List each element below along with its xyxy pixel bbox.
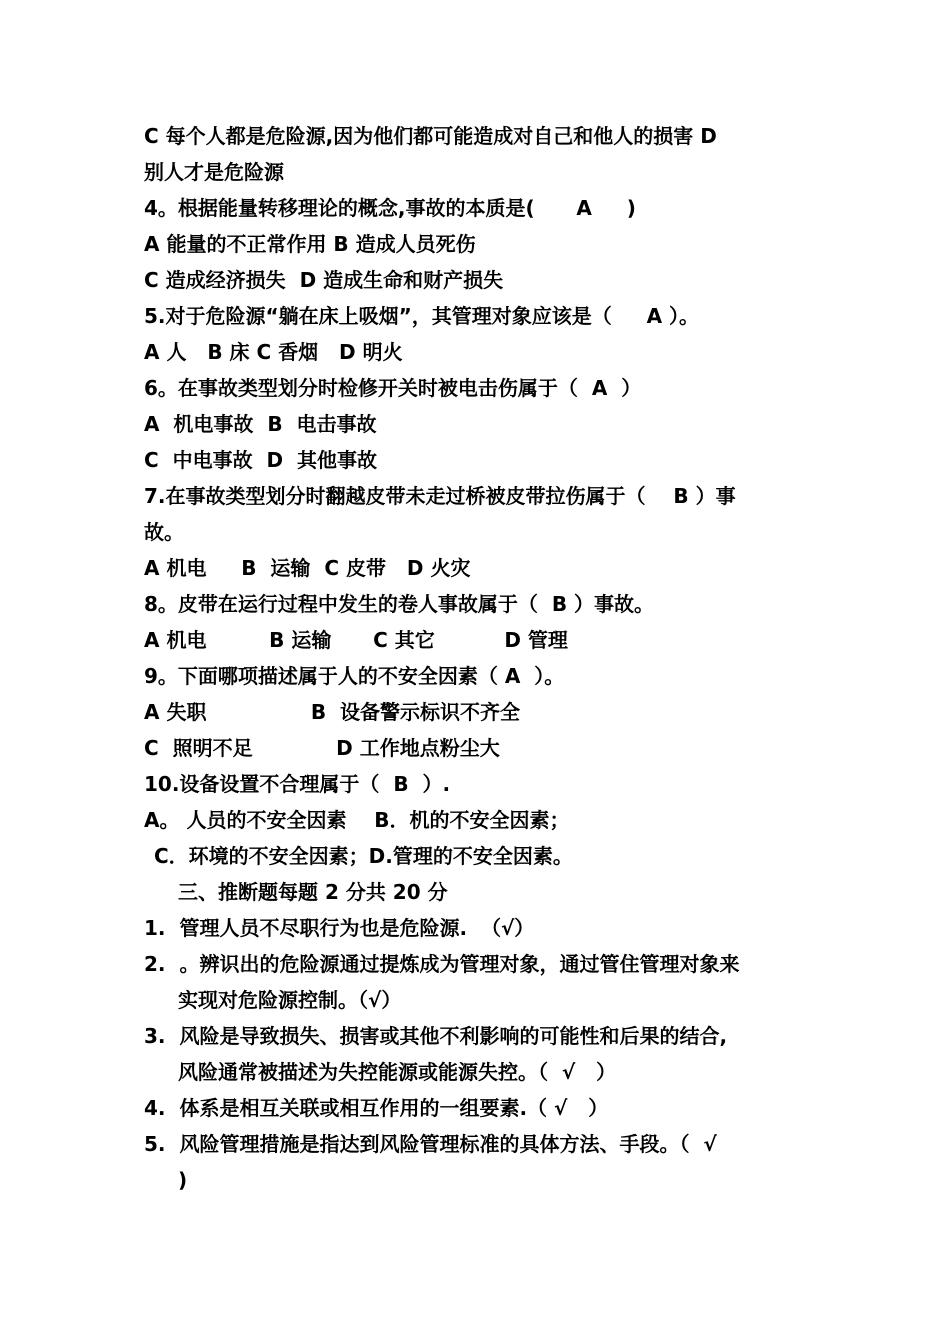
judgment-4: 4. 体系是相互关联或相互作用的一组要素.（ √ ） [144,1096,609,1120]
judgment-1: 1. 管理人员不尽职行为也是危险源. （√） [144,916,535,940]
question-5-options: A 人 B 床 C 香烟 D 明火 [144,340,403,364]
question-6-options: A 机电事故 B 电击事故 [144,412,377,436]
text-line: C 每个人都是危险源,因为他们都可能造成对自己和他人的损害 D [144,124,717,148]
question-4-options: C 造成经济损失 D 造成生命和财产损失 [144,268,504,292]
question-9-options: C 照明不足 D 工作地点粉尘大 [144,736,500,760]
question-4-options: A 能量的不正常作用 B 造成人员死伤 [144,232,476,256]
question-5: 5.对于危险源“躺在床上吸烟”，其管理对象应该是（ A ）。 [144,304,700,328]
question-7-options: A 机电 B 运输 C 皮带 D 火灾 [144,556,471,580]
question-10-options: C．环境的不安全因素；D.管理的不安全因素。 [154,844,573,868]
question-6-options: C 中电事故 D 其他事故 [144,448,378,472]
judgment-5: ) [178,1168,188,1192]
judgment-3: 3. 风险是导致损失、损害或其他不利影响的可能性和后果的结合, [144,1024,728,1048]
question-10-options: A。 人员的不安全因素 B．机的不安全因素； [144,808,570,832]
question-9: 9。下面哪项描述属于人的不安全因素（ A ）。 [144,664,565,688]
question-4: 4。根据能量转移理论的概念,事故的本质是( A ) [144,196,636,220]
text-line: 别人才是危险源 [144,160,284,184]
judgment-5: 5. 风险管理措施是指达到风险管理标准的具体方法、手段。（ √ [144,1132,717,1156]
question-8: 8。皮带在运行过程中发生的卷人事故属于（ B ）事故。 [144,592,655,616]
judgment-2: 2. 。辨识出的危险源通过提炼成为管理对象，通过管住管理对象来 [144,952,740,976]
question-8-options: A 机电 B 运输 C 其它 D 管理 [144,628,568,652]
judgment-3: 风险通常被描述为失控能源或能源失控。（ √ ） [178,1060,617,1084]
question-6: 6。在事故类型划分时检修开关时被电击伤属于（ A ） [144,376,642,400]
question-7: 故。 [144,520,184,544]
section-heading: 三、推断题每题 2 分共 20 分 [178,880,448,904]
document-body [144,118,824,1198]
question-7: 7.在事故类型划分时翻越皮带未走过桥被皮带拉伤属于（ B ）事 [144,484,736,508]
question-9-options: A 失职 B 设备警示标识不齐全 [144,700,521,724]
question-10: 10.设备设置不合理属于（ B ）. [144,772,451,796]
judgment-2: 实现对危险源控制。（√） [178,988,402,1012]
